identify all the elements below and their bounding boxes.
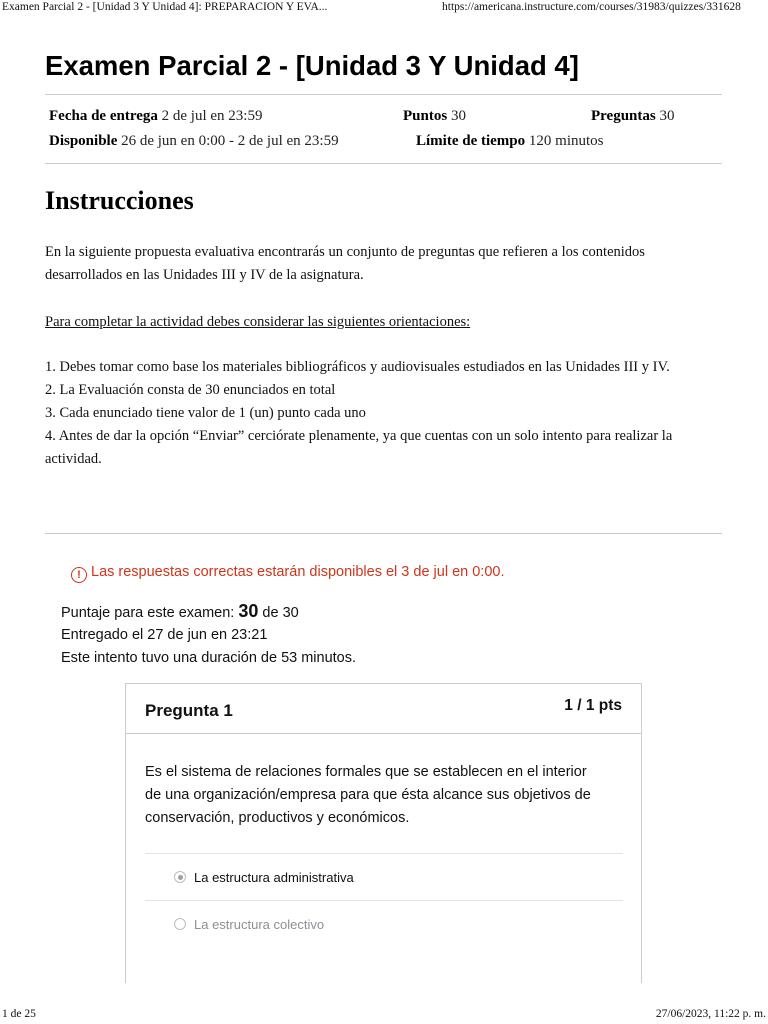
answers-notice bbox=[71, 564, 505, 583]
available-label: Disponible bbox=[49, 133, 118, 149]
print-header bbox=[0, 0, 768, 16]
time-limit bbox=[416, 133, 604, 150]
answer-option[interactable] bbox=[174, 870, 354, 885]
question-text bbox=[145, 761, 625, 830]
question-points: 1 / 1 pts bbox=[564, 697, 622, 714]
score bbox=[61, 601, 299, 622]
due-value: 2 de jul en 23:59 bbox=[161, 108, 263, 124]
title-divider bbox=[45, 94, 722, 95]
score-of: de 30 bbox=[262, 605, 299, 621]
instructions-list bbox=[45, 356, 717, 471]
time-limit-label: Límite de tiempo bbox=[416, 133, 526, 149]
points-label: Puntos bbox=[403, 108, 448, 124]
orientation-title-text: Para completar la actividad debes considerar las siguientes orientaciones: bbox=[45, 314, 471, 330]
instruction-item: 2. La Evaluación consta de 30 enunciados en total bbox=[45, 382, 336, 398]
answer-option-label: La estructura colectivo bbox=[194, 917, 325, 932]
submitted-info: Entregado el 27 de jun en 23:21 bbox=[61, 627, 268, 643]
answer-option[interactable] bbox=[174, 917, 324, 932]
question-title: Pregunta 1 bbox=[145, 701, 233, 720]
questions-count bbox=[591, 108, 674, 125]
question-header bbox=[126, 684, 641, 734]
question-text-line: Es el sistema de relaciones formales que se establecen en el interior bbox=[145, 764, 587, 780]
availability bbox=[49, 133, 339, 150]
instruction-item: actividad. bbox=[45, 451, 102, 467]
instruction-item: 4. Antes de dar la opción “Enviar” cerciórate plenamente, ya que cuentas con un solo intento para realizar la bbox=[45, 428, 673, 444]
radio-unselected-icon[interactable] bbox=[174, 918, 186, 930]
page-title: Examen Parcial 2 - [Unidad 3 Y Unidad 4] bbox=[45, 50, 579, 81]
question-card bbox=[125, 683, 642, 983]
print-page-number: 1 de 25 bbox=[2, 1008, 36, 1020]
option-divider bbox=[145, 900, 623, 901]
points bbox=[403, 108, 466, 125]
instructions-divider bbox=[45, 533, 722, 534]
radio-selected-icon[interactable] bbox=[174, 871, 186, 883]
available-value: 26 de jun en 0:00 - 2 de jul en 23:59 bbox=[121, 133, 339, 149]
duration-info: Este intento tuvo una duración de 53 minutos. bbox=[61, 650, 357, 666]
option-divider bbox=[145, 853, 623, 854]
time-limit-value: 120 minutos bbox=[528, 133, 604, 149]
notice-text: Las respuestas correctas estarán disponibles el 3 de jul en 0:00. bbox=[91, 564, 505, 580]
score-label: Puntaje para este examen: bbox=[61, 605, 235, 621]
questions-label: Preguntas bbox=[591, 108, 656, 124]
print-page-title: Examen Parcial 2 - [Unidad 3 Y Unidad 4]: PREPARACION Y EVA... bbox=[2, 1, 328, 13]
due-label: Fecha de entrega bbox=[49, 108, 158, 124]
intro-line: desarrollados en las Unidades III y IV de la asignatura. bbox=[45, 267, 364, 283]
print-url: https://americana.instructure.com/courses/31983/quizzes/331628 bbox=[442, 1, 741, 13]
question-text-line: conservación, productivos y económicos. bbox=[145, 810, 410, 826]
question-text-line: de una organización/empresa para que ésta alcance sus objetivos de bbox=[145, 787, 591, 803]
due-date bbox=[49, 108, 262, 125]
answer-option-label: La estructura administrativa bbox=[194, 870, 354, 885]
instructions-intro bbox=[45, 241, 717, 287]
details-divider bbox=[45, 163, 722, 164]
instruction-item: 1. Debes tomar como base los materiales bibliográficos y audiovisuales estudiados en las Unidades III y IV. bbox=[45, 359, 670, 375]
instruction-item: 3. Cada enunciado tiene valor de 1 (un) punto cada uno bbox=[45, 405, 366, 421]
instructions-heading: Instrucciones bbox=[45, 186, 194, 215]
print-timestamp: 27/06/2023, 11:22 p. m. bbox=[655, 1008, 766, 1020]
questions-value: 30 bbox=[659, 108, 675, 124]
points-value: 30 bbox=[450, 108, 466, 124]
score-value: 30 bbox=[238, 601, 259, 621]
warning-icon: ! bbox=[71, 567, 87, 583]
print-footer bbox=[0, 1008, 768, 1024]
intro-line: En la siguiente propuesta evaluativa encontrarás un conjunto de preguntas que refieren a los contenidos bbox=[45, 244, 645, 260]
orientation-title bbox=[45, 311, 717, 334]
